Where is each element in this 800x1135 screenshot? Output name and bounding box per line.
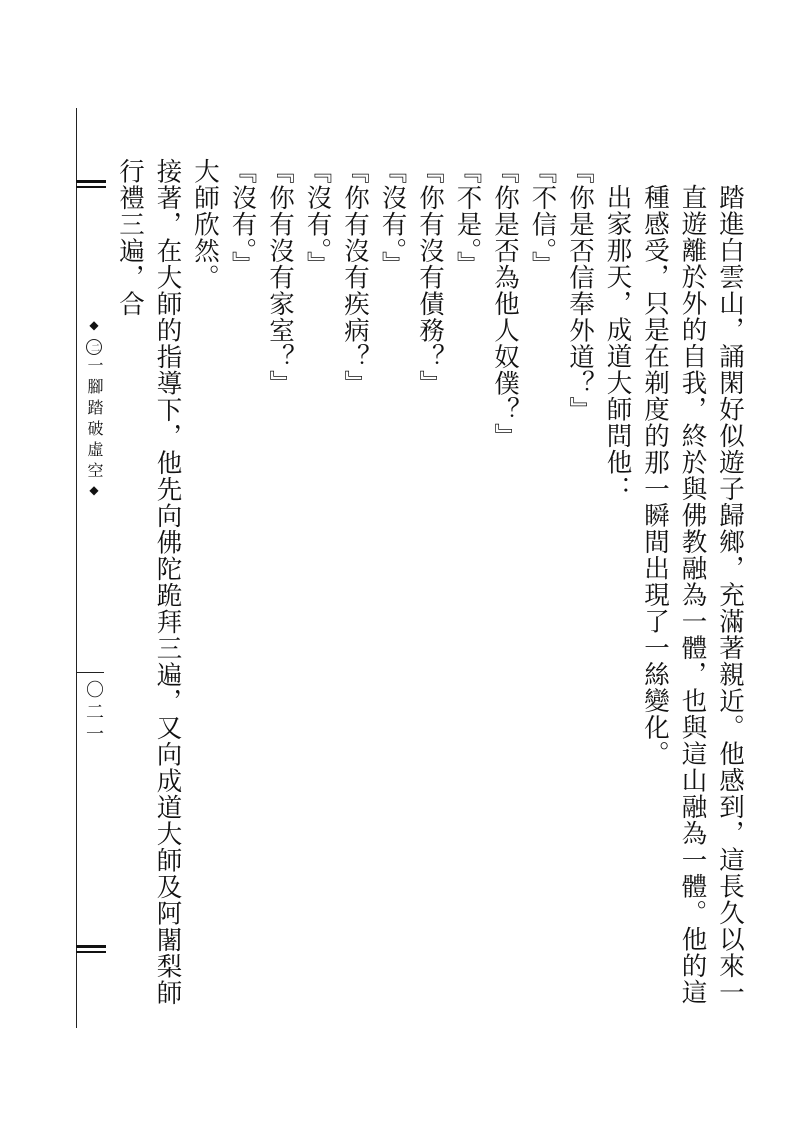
dialogue-line: 『你有沒有疾病？』 — [340, 158, 370, 397]
margin-mark-top — [76, 180, 106, 194]
chapter-number-badge: 二 — [86, 339, 102, 355]
dialogue-line: 『你是否為他人奴僕？』 — [490, 158, 520, 450]
dialogue-line: 『你有沒有債務？』 — [415, 158, 445, 397]
paragraph: 出家那天，成道大師問他： — [602, 183, 633, 502]
margin-mark-bottom — [76, 945, 106, 959]
dialogue-line: 『不是。』 — [452, 158, 483, 278]
page-number-tick — [76, 672, 104, 673]
diamond-icon: ◆ — [87, 483, 101, 502]
margin-rule — [76, 108, 77, 1028]
paragraph: 踏進白雲山，誦閑好似遊子歸鄉，充滿著親近。他感到，這長久以來一直遊離於外的自我，終於與佛教融為一體，也與這山融為一體。他的這種感受，只是在剃度的那一瞬間出現了一絲變化。 — [640, 183, 745, 1005]
body-text — [111, 158, 749, 1018]
dialogue-line: 『沒有。』 — [377, 158, 408, 278]
dialogue-line: 『沒有。』 — [227, 158, 258, 278]
page-number: 〇二一 — [83, 680, 104, 746]
dialogue-line: 『沒有。』 — [302, 158, 333, 278]
dialogue-line: 『你有沒有家室？』 — [265, 158, 295, 397]
dialogue-line: 『不信。』 — [527, 158, 558, 278]
dialogue-line: 『你是否信奉外道？』 — [565, 158, 595, 423]
paragraph: 接著，在大師的指導下，他先向佛陀跪拜三遍，又向成道大師及阿闍梨師行禮三遍，合 — [115, 158, 183, 1006]
diamond-icon: ◆ — [87, 318, 101, 337]
paragraph: 大師欣然。 — [190, 158, 220, 291]
running-header — [84, 318, 104, 502]
chapter-title: 一腳踏破虛空 — [85, 357, 104, 483]
